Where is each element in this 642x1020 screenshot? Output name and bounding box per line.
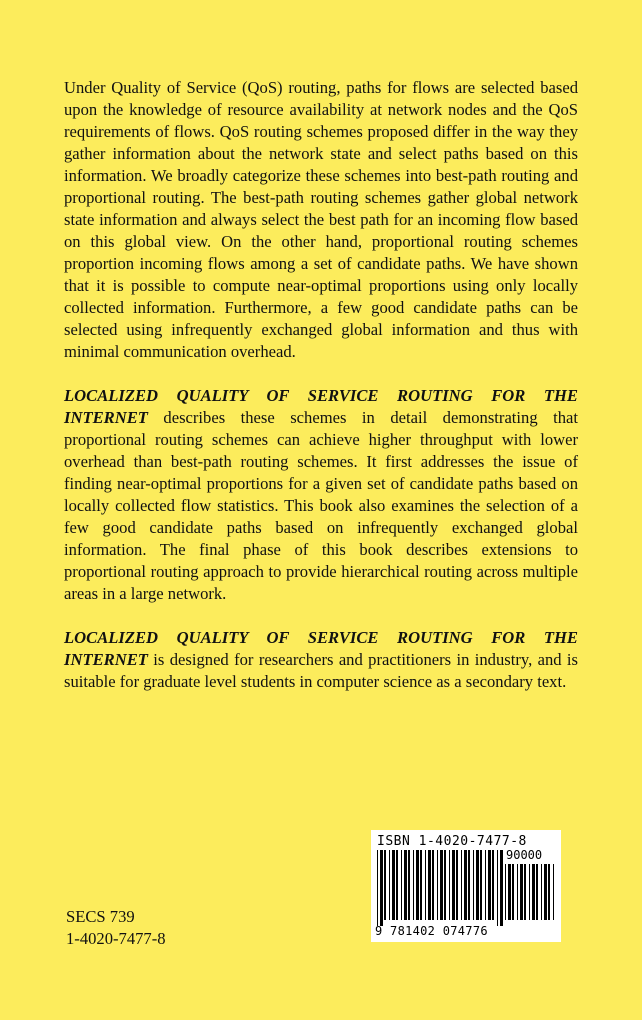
- barcode-box: [371, 830, 561, 942]
- book-title-italic-2: LOCALIZED QUALITY OF SERVICE ROUTING FOR THE INTERNET: [64, 628, 578, 669]
- blurb-paragraph-3-body: is designed for researchers and practitioners in industry, and is suitable for graduate level students in computer science as a secondary text.: [64, 650, 578, 691]
- book-title-italic: LOCALIZED QUALITY OF SERVICE ROUTING FOR THE INTERNET: [64, 386, 578, 427]
- blurb-paragraph-2: [64, 385, 578, 605]
- blurb-paragraph-2-body: describes these schemes in detail demonstrating that proportional routing schemes can achieve higher throughput with lower overhead than best-path routing schemes. It first addresses the issue of finding near-optimal proportions for a given set of candidate paths based on locally collected flow statistics. This book also examines the selection of a few good candidate paths based on infrequently exchanged global information. The final phase of this book describes extensions to proportional routing approach to provide hierarchical routing across multiple areas in a large network.: [64, 408, 578, 603]
- series-code: SECS 739: [66, 907, 135, 926]
- barcode-ean-digits: 9 781402 074776: [375, 924, 488, 938]
- barcode-isbn-label: ISBN 1-4020-7477-8: [377, 834, 527, 849]
- blurb-text: [64, 77, 578, 715]
- blurb-paragraph-1: Under Quality of Service (QoS) routing, paths for flows are selected based upon the knowledge of resource availability at network nodes and the QoS requirements of flows. QoS routing schemes proposed differ in the way they gather information about the network state and select paths based on this information. We broadly categorize these schemes into best-path routing and proportional routing. The best-path routing schemes gather global network state information and always select the best path for an incoming flow based on this global view. On the other hand, proportional routing schemes proportion incoming flows among a set of candidate paths. We have shown that it is possible to compute near-optimal proportions using only locally collected information. Furthermore, a few good candidate paths can be selected using infrequently exchanged global information and thus with minimal communication overhead.: [64, 78, 578, 361]
- catalog-info: [66, 906, 166, 950]
- blurb-paragraph-3: [64, 627, 578, 693]
- price-barcode-graphic: [505, 864, 555, 926]
- barcode-price-code: 90000: [506, 848, 543, 862]
- isbn-short: 1-4020-7477-8: [66, 929, 166, 948]
